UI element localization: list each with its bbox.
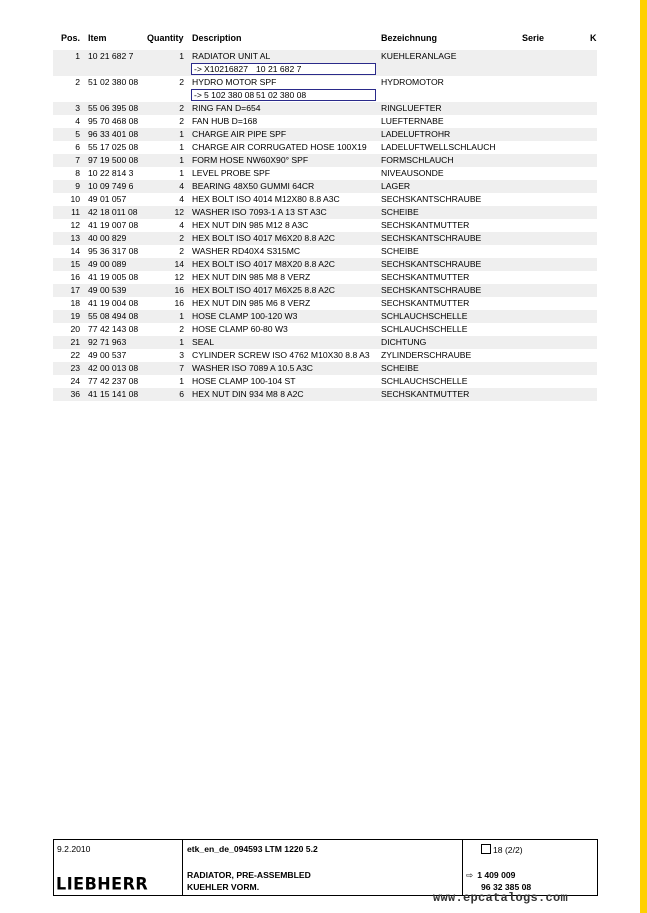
row-item-number: 41 19 004 08 (88, 298, 139, 308)
row-pos: 20 (70, 324, 80, 334)
row-quantity: 1 (179, 168, 184, 178)
row-bezeichnung: NIVEAUSONDE (381, 168, 444, 178)
table-row[interactable] (53, 193, 597, 206)
row-bezeichnung: LADELUFTWELLSCHLAUCH (381, 142, 496, 152)
row-description: SEAL (192, 337, 214, 347)
footer-page (481, 844, 523, 855)
table-row[interactable] (53, 102, 597, 115)
row-description: HYDRO MOTOR SPF (192, 77, 277, 87)
row-bezeichnung: SCHEIBE (381, 246, 419, 256)
row-pos: 19 (70, 311, 80, 321)
row-pos: 13 (70, 233, 80, 243)
row-quantity: 6 (179, 389, 184, 399)
row-bezeichnung: SECHSKANTMUTTER (381, 298, 470, 308)
row-pos: 5 (75, 129, 80, 139)
row-quantity: 16 (174, 285, 184, 295)
row-bezeichnung: ZYLINDERSCHRAUBE (381, 350, 472, 360)
watermark: www.epcatalogs.com (433, 891, 569, 905)
header-description: Description (192, 33, 242, 43)
row-pos: 9 (75, 181, 80, 191)
footer-title-en: RADIATOR, PRE-ASSEMBLED (187, 870, 311, 880)
footer-date: 9.2.2010 (57, 844, 91, 854)
table-row[interactable] (53, 349, 597, 362)
row-quantity: 2 (179, 246, 184, 256)
table-row[interactable] (53, 76, 597, 102)
row-bezeichnung: FORMSCHLAUCH (381, 155, 454, 165)
row-quantity: 12 (174, 272, 184, 282)
row-bezeichnung: HYDROMOTOR (381, 77, 444, 87)
row-description: HOSE CLAMP 60-80 W3 (192, 324, 288, 334)
row-item-number: 10 21 682 7 (88, 51, 134, 61)
table-row[interactable] (53, 336, 597, 349)
row-quantity: 1 (179, 376, 184, 386)
table-row[interactable] (53, 375, 597, 388)
row-item-number: 92 71 963 (88, 337, 127, 347)
row-quantity: 1 (179, 142, 184, 152)
table-row[interactable] (53, 284, 597, 297)
footer-block (53, 839, 598, 896)
row-quantity: 16 (174, 298, 184, 308)
row-quantity: 2 (179, 103, 184, 113)
row-quantity: 2 (179, 233, 184, 243)
row-quantity: 1 (179, 337, 184, 347)
row-item-number: 95 70 468 08 (88, 116, 139, 126)
row-description: HEX NUT DIN 985 M8 8 VERZ (192, 272, 311, 282)
arrow-right-icon: -> (194, 90, 202, 100)
row-item-number: 10 09 749 6 (88, 181, 134, 191)
row-bezeichnung: SECHSKANTSCHRAUBE (381, 233, 482, 243)
row-bezeichnung: KUEHLERANLAGE (381, 51, 457, 61)
row-description: HEX NUT DIN 934 M8 8 A2C (192, 389, 304, 399)
row-pos: 1 (75, 51, 80, 61)
row-description: HEX NUT DIN 985 M12 8 A3C (192, 220, 309, 230)
row-pos: 8 (75, 168, 80, 178)
row-description: HEX BOLT ISO 4017 M8X20 8.8 A2C (192, 259, 335, 269)
footer-page-number: 18 (2/2) (493, 845, 523, 855)
table-row[interactable] (53, 232, 597, 245)
table-header (0, 29, 647, 47)
row-item-number: 49 00 539 (88, 285, 127, 295)
row-bezeichnung: SECHSKANTMUTTER (381, 389, 470, 399)
row-bezeichnung: SCHLAUCHSCHELLE (381, 311, 468, 321)
liebherr-logo: LIEBHERR (56, 873, 149, 894)
footer-divider (462, 840, 463, 895)
table-row[interactable] (53, 297, 597, 310)
header-bezeichnung: Bezeichnung (381, 33, 438, 43)
row-description: HEX BOLT ISO 4017 M6X25 8.8 A2C (192, 285, 335, 295)
footer-title-de: KUEHLER VORM. (187, 882, 260, 892)
reference-code: X10216827 (204, 64, 248, 74)
row-item-number: 41 19 005 08 (88, 272, 139, 282)
table-row[interactable] (53, 115, 597, 128)
arrow-right-icon: -> (194, 64, 202, 74)
row-bezeichnung: RINGLUEFTER (381, 103, 442, 113)
row-description: HOSE CLAMP 100-104 ST (192, 376, 296, 386)
row-bezeichnung: SECHSKANTSCHRAUBE (381, 194, 482, 204)
row-quantity: 4 (179, 220, 184, 230)
row-quantity: 1 (179, 155, 184, 165)
right-edge-bar (640, 0, 647, 913)
row-description: HEX NUT DIN 985 M6 8 VERZ (192, 298, 311, 308)
row-quantity: 1 (179, 311, 184, 321)
row-item-number: 41 15 141 08 (88, 389, 139, 399)
row-pos: 22 (70, 350, 80, 360)
row-item-number: 42 00 013 08 (88, 363, 139, 373)
table-row[interactable] (53, 141, 597, 154)
row-description: HEX BOLT ISO 4017 M6X20 8.8 A2C (192, 233, 335, 243)
footer-doc-id: etk_en_de_094593 LTM 1220 5.2 (187, 844, 318, 854)
header-k: K (590, 33, 597, 43)
row-item-number: 55 06 395 08 (88, 103, 139, 113)
row-item-number: 40 00 829 (88, 233, 127, 243)
row-pos: 18 (70, 298, 80, 308)
row-bezeichnung: SECHSKANTSCHRAUBE (381, 259, 482, 269)
row-item-number: 96 33 401 08 (88, 129, 139, 139)
row-pos: 21 (70, 337, 80, 347)
row-description: CYLINDER SCREW ISO 4762 M10X30 8.8 A3 (192, 350, 370, 360)
row-item-number: 97 19 500 08 (88, 155, 139, 165)
row-quantity: 12 (174, 207, 184, 217)
row-reference-link[interactable] (191, 63, 376, 75)
row-bezeichnung: SCHLAUCHSCHELLE (381, 376, 468, 386)
row-pos: 24 (70, 376, 80, 386)
row-item-number: 77 42 143 08 (88, 324, 139, 334)
row-quantity: 7 (179, 363, 184, 373)
footer-ref-1-value: 1 409 009 (477, 870, 516, 880)
row-item-number: 55 17 025 08 (88, 142, 139, 152)
row-description: LEVEL PROBE SPF (192, 168, 271, 178)
row-quantity: 2 (179, 77, 184, 87)
row-pos: 10 (70, 194, 80, 204)
row-item-number: 51 02 380 08 (88, 77, 139, 87)
header-item: Item (88, 33, 107, 43)
row-bezeichnung: DICHTUNG (381, 337, 427, 347)
table-row[interactable] (53, 206, 597, 219)
row-item-number: 49 00 537 (88, 350, 127, 360)
row-quantity: 2 (179, 116, 184, 126)
reference-code: 5 102 380 08 (204, 90, 255, 100)
row-description: WASHER ISO 7093-1 A 13 ST A3C (192, 207, 327, 217)
row-bezeichnung: SECHSKANTMUTTER (381, 272, 470, 282)
row-pos: 16 (70, 272, 80, 282)
row-description: FORM HOSE NW60X90° SPF (192, 155, 309, 165)
table-row[interactable] (53, 128, 597, 141)
row-quantity: 1 (179, 51, 184, 61)
row-description: RADIATOR UNIT AL (192, 51, 271, 61)
row-item-number: 10 22 814 3 (88, 168, 134, 178)
row-pos: 4 (75, 116, 80, 126)
row-bezeichnung: SECHSKANTSCHRAUBE (381, 285, 482, 295)
row-item-number: 49 01 057 (88, 194, 127, 204)
checkbox-icon (481, 844, 491, 854)
reference-item: 10 21 682 7 (256, 64, 302, 74)
row-quantity: 1 (179, 129, 184, 139)
row-description: HEX BOLT ISO 4014 M12X80 8.8 A3C (192, 194, 340, 204)
row-description: HOSE CLAMP 100-120 W3 (192, 311, 298, 321)
table-row[interactable] (53, 258, 597, 271)
row-pos: 12 (70, 220, 80, 230)
row-bezeichnung: SECHSKANTMUTTER (381, 220, 470, 230)
row-bezeichnung: SCHEIBE (381, 207, 419, 217)
row-bezeichnung: LUEFTERNABE (381, 116, 444, 126)
row-quantity: 3 (179, 350, 184, 360)
row-item-number: 77 42 237 08 (88, 376, 139, 386)
table-row[interactable] (53, 271, 597, 284)
row-bezeichnung: LADELUFTROHR (381, 129, 451, 139)
reference-item: 51 02 380 08 (256, 90, 307, 100)
header-pos: Pos. (61, 33, 81, 43)
row-item-number: 41 19 007 08 (88, 220, 139, 230)
row-description: CHARGE AIR PIPE SPF (192, 129, 287, 139)
row-pos: 15 (70, 259, 80, 269)
row-bezeichnung: LAGER (381, 181, 411, 191)
header-serie: Serie (522, 33, 545, 43)
table-row[interactable] (53, 50, 597, 76)
row-pos: 14 (70, 246, 80, 256)
table-row[interactable] (53, 362, 597, 375)
footer-divider (182, 840, 183, 895)
table-row[interactable] (53, 167, 597, 180)
row-item-number: 95 36 317 08 (88, 246, 139, 256)
table-row[interactable] (53, 245, 597, 258)
row-description: FAN HUB D=168 (192, 116, 258, 126)
table-row[interactable] (53, 219, 597, 232)
row-quantity: 14 (174, 259, 184, 269)
parts-table (53, 50, 597, 401)
row-reference-link[interactable] (191, 89, 376, 101)
row-description: BEARING 48X50 GUMMI 64CR (192, 181, 315, 191)
row-description: WASHER RD40X4 S315MC (192, 246, 301, 256)
row-item-number: 55 08 494 08 (88, 311, 139, 321)
row-description: CHARGE AIR CORRUGATED HOSE 100X19 (192, 142, 367, 152)
row-bezeichnung: SCHEIBE (381, 363, 419, 373)
row-pos: 6 (75, 142, 80, 152)
row-pos: 2 (75, 77, 80, 87)
row-item-number: 42 18 011 08 (88, 207, 138, 217)
row-pos: 36 (70, 389, 80, 399)
header-quantity: Quantity (147, 33, 184, 43)
row-quantity: 4 (179, 194, 184, 204)
table-row[interactable] (53, 154, 597, 167)
footer-ref-2: 96 32 385 08 (481, 882, 532, 892)
table-row[interactable] (53, 388, 597, 401)
table-row[interactable] (53, 310, 597, 323)
arrow-right-icon: ⇨ (466, 870, 474, 880)
row-item-number: 49 00 089 (88, 259, 127, 269)
row-quantity: 4 (179, 181, 184, 191)
row-bezeichnung: SCHLAUCHSCHELLE (381, 324, 468, 334)
row-pos: 23 (70, 363, 80, 373)
row-description: WASHER ISO 7089 A 10.5 A3C (192, 363, 314, 373)
row-description: RING FAN D=654 (192, 103, 261, 113)
row-pos: 7 (75, 155, 80, 165)
row-pos: 3 (75, 103, 80, 113)
table-row[interactable] (53, 180, 597, 193)
row-pos: 11 (71, 207, 80, 217)
table-row[interactable] (53, 323, 597, 336)
footer-ref-1[interactable] (466, 870, 515, 881)
row-quantity: 2 (179, 324, 184, 334)
row-pos: 17 (70, 285, 80, 295)
